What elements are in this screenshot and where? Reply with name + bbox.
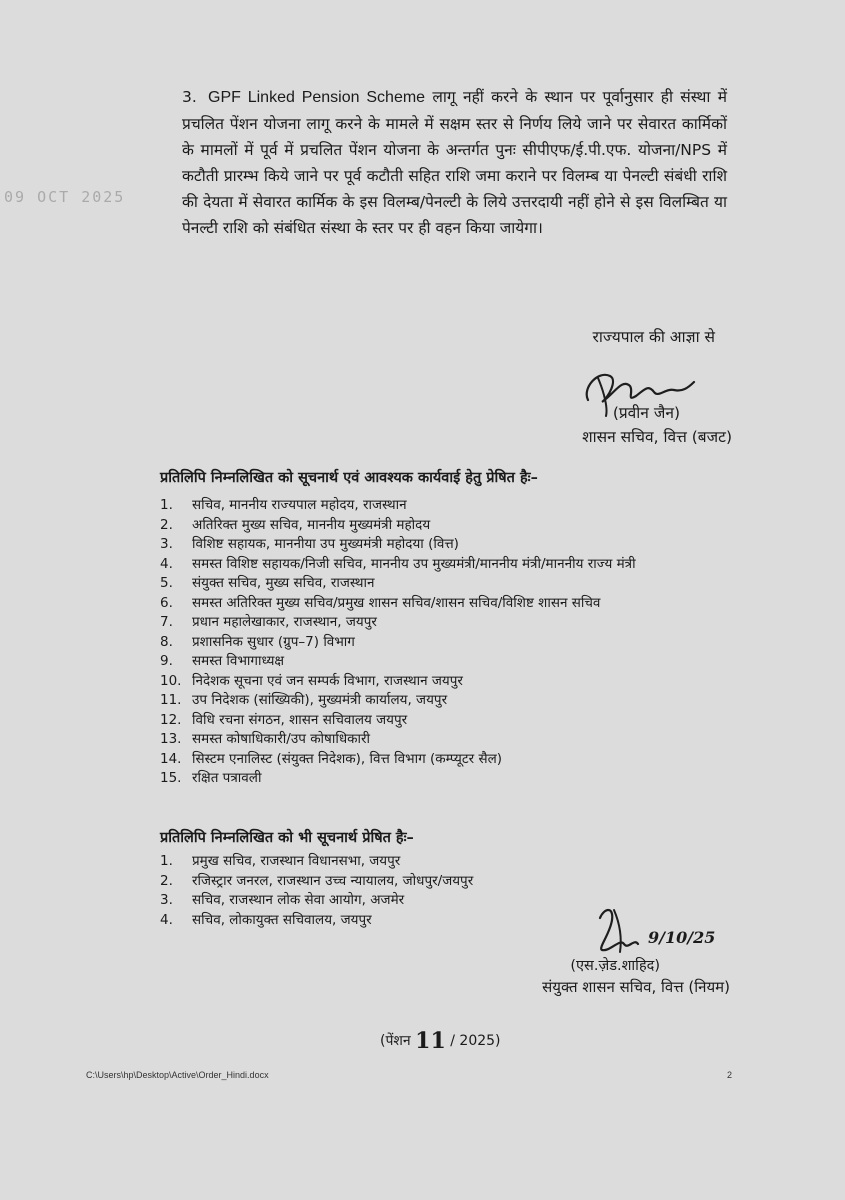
handwritten-date: 9/10/25 — [648, 928, 716, 947]
list-item: 3. सचिव, राजस्थान लोक सेवा आयोग, अजमेर — [160, 892, 405, 908]
list-item: 6. समस्त अतिरिक्त मुख्य सचिव/प्रमुख शासन सचिव/शासन सचिव/विशिष्ट शासन सचिव — [160, 594, 601, 611]
list-item: 7. प्रधान महालेखाकार, राजस्थान, जयपुर — [160, 614, 377, 630]
signatory-2-designation: संयुक्त शासन सचिव, वित्त (नियम) — [542, 978, 730, 996]
list-item: 10. निदेशक सूचना एवं जन सम्पर्क विभाग, राजस्थान जयपुर — [160, 672, 463, 689]
paragraph-number: 3. — [182, 88, 197, 106]
list-item: 8. प्रशासनिक सुधार (ग्रुप–7) विभाग — [160, 633, 355, 650]
signatory-1-name: (प्रवीन जैन) — [612, 404, 680, 422]
list-item: 1. प्रमुख सचिव, राजस्थान विधानसभा, जयपुर — [160, 853, 401, 869]
list-item: 2. रजिस्ट्रार जनरल, राजस्थान उच्च न्यायालय, जोधपुर/जयपुर — [160, 872, 474, 889]
list-item: 15. रक्षित पत्रावली — [160, 770, 262, 786]
list-item: 4. सचिव, लोकायुक्त सचिवालय, जयपुर — [160, 911, 372, 928]
list-item: 13. समस्त कोषाधिकारी/उप कोषाधिकारी — [160, 731, 371, 747]
copy-list-1 — [160, 496, 760, 789]
list-item: 1. सचिव, माननीय राज्यपाल महोदय, राजस्थान — [160, 497, 407, 513]
list-item: 11. उप निदेशक (सांख्यिकी), मुख्यमंत्री कार्यालय, जयपुर — [160, 692, 448, 708]
list-item: 12. विधि रचना संगठन, शासन सचिवालय जयपुर — [160, 711, 408, 728]
authority-line: राज्यपाल की आज्ञा से — [592, 328, 715, 346]
copy-heading-1: प्रतिलिपि निम्नलिखित को सूचनार्थ एवं आवश्यक कार्यवाई हेतु प्रेषित हैः– — [160, 470, 538, 486]
paragraph-text: लागू नहीं करने के स्थान पर पूर्वानुसार ही संस्था में प्रचलित पेंशन योजना लागू करने के मामले में सक्षम स्तर से निर्णय लिये जाने पर सेवारत कार्मिकों के मामलों में पूर्व में प्रचलित पेंशन योजना के अन्तर्गत पुनः सीपीएफ/ई.पी.एफ. योजना/NPS में कटौती प्रारम्भ किये जाने पर पूर्व कटौती सहित राशि जमा कराने पर विलम्ब या पेनल्टी संबंधी राशि की देयता में सेवारत कार्मिक के इस विलम्ब/पेनल्टी के लिये उत्तरदायी नहीं होने से इस विलम्बित या पेनल्टी राशि को संबंधित संस्था के स्तर पर ही वहन किया जायेगा। — [182, 88, 728, 237]
signatory-1-designation: शासन सचिव, वित्त (बजट) — [582, 428, 732, 446]
file-path: C:\Users\hp\Desktop\Active\Order_Hindi.docx — [86, 1070, 269, 1080]
copy-heading-2: प्रतिलिपि निम्नलिखित को भी सूचनार्थ प्रेषित हैः– — [160, 830, 414, 846]
reference-number: (पेंशन 11 / 2025) — [380, 1028, 501, 1054]
list-item: 14. सिस्टम एनालिस्ट (संयुक्त निदेशक), वित्त विभाग (कम्प्यूटर सैल) — [160, 750, 502, 767]
list-item: 4. समस्त विशिष्ट सहायक/निजी सचिव, माननीय उप मुख्यमंत्री/माननीय मंत्री/माननीय राज्य मंत्री — [160, 555, 636, 572]
list-item: 5. संयुक्त सचिव, मुख्य सचिव, राजस्थान — [160, 575, 375, 591]
paragraph-3 — [182, 84, 727, 241]
scheme-name: GPF Linked Pension Scheme — [208, 89, 426, 106]
list-item: 2. अतिरिक्त मुख्य सचिव, माननीय मुख्यमंत्री महोदय — [160, 516, 431, 533]
signatory-2-name: (एस.ज़ेड.शाहिद) — [570, 958, 660, 974]
faded-date-stamp: 09 OCT 2025 — [4, 188, 126, 206]
page-number: 2 — [727, 1070, 733, 1080]
list-item: 3. विशिष्ट सहायक, माननीया उप मुख्यमंत्री महोदया (वित्त) — [160, 536, 459, 552]
list-item: 9. समस्त विभागाध्यक्ष — [160, 653, 285, 669]
